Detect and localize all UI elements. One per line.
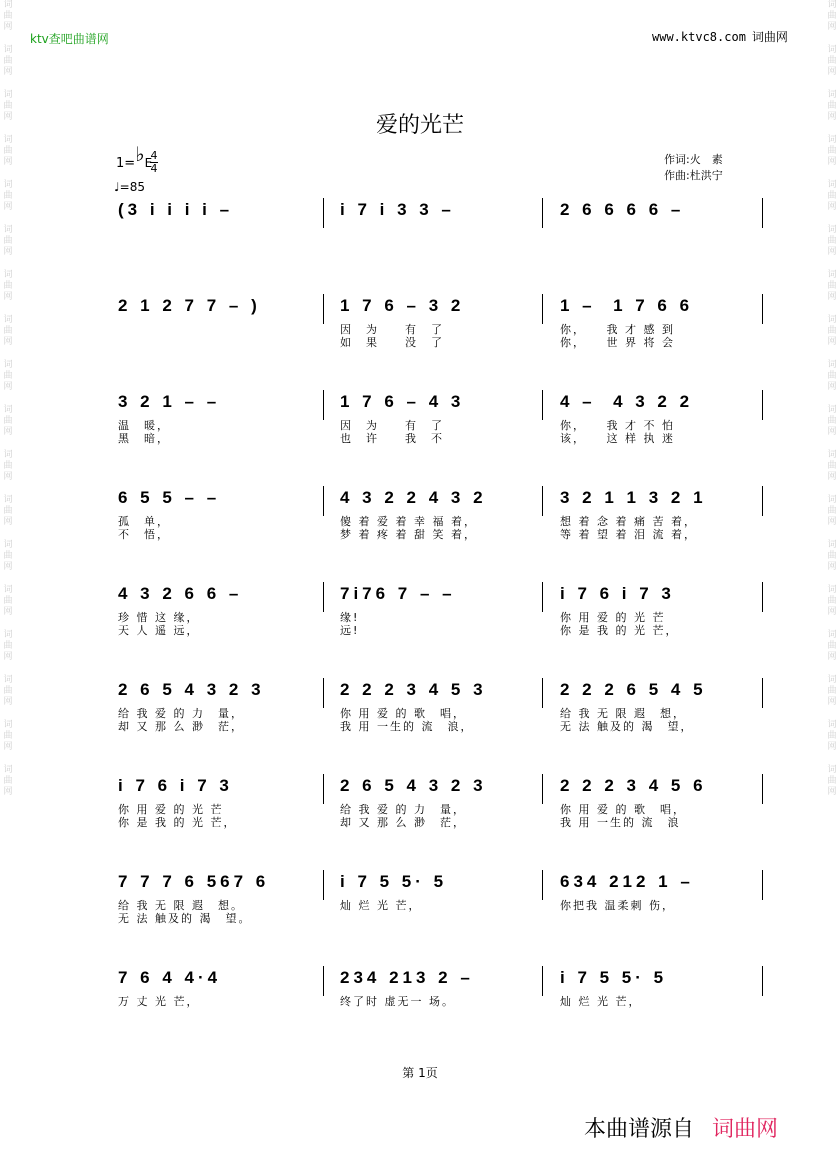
- song-title: 爱的光芒: [375, 113, 464, 138]
- lyric-line-2: 天 人 遥 远，: [118, 624, 200, 637]
- measure-notes: 1 – 1 7 6 6: [560, 296, 694, 315]
- watermark-text: 词曲网: [827, 450, 837, 482]
- barline: [323, 774, 324, 804]
- composer: 作曲:杜洪宁: [664, 169, 723, 182]
- measure-notes: 3 2 1 – –: [118, 392, 221, 411]
- watermark-text: 词曲网: [3, 765, 13, 797]
- lyric-line-1: 想 着 念 着 痛 苦 着，: [560, 515, 697, 528]
- measure-notes: 234 213 2 –: [340, 968, 474, 987]
- barline: [323, 294, 324, 324]
- watermark-text: 词曲网: [827, 315, 837, 347]
- lyric-line-1: 你 用 爱 的 歌 唱，: [340, 707, 466, 720]
- watermark-text: 词曲网: [827, 180, 837, 212]
- barline: [542, 294, 543, 324]
- lyric-line-2: 却 又 那 么 渺 茫，: [340, 816, 466, 829]
- measure-notes: i 7 5 5· 5: [340, 872, 448, 891]
- watermark-text: 词曲网: [3, 585, 13, 617]
- watermark-text: 词曲网: [827, 405, 837, 437]
- watermark-text: 词曲网: [3, 540, 13, 572]
- lyric-line-1: 温 暖，: [118, 419, 170, 432]
- watermark-text: 词曲网: [3, 360, 13, 392]
- watermark-text: 词曲网: [3, 720, 13, 752]
- watermark-text: 词曲网: [3, 450, 13, 482]
- measure-notes: 4 3 2 6 6 –: [118, 584, 243, 603]
- lyric-line-2: 无 法 触及的 渴 望，: [560, 720, 694, 733]
- watermark-text: 词曲网: [3, 630, 13, 662]
- lyric-line-2: 等 着 望 着 泪 流 着，: [560, 528, 697, 541]
- lyric-line-2: 我 用 一生的 流 浪，: [340, 720, 474, 733]
- lyric-line-1: 终了时 虚无一 场。: [340, 995, 455, 1008]
- watermark-text: 词曲网: [827, 540, 837, 572]
- key-note: E: [144, 156, 153, 170]
- barline: [762, 774, 763, 804]
- barline: [542, 582, 543, 612]
- barline: [323, 486, 324, 516]
- lyric-line-2: 黑 暗，: [118, 432, 170, 445]
- time-top: 4: [150, 149, 158, 162]
- lyric-line-2: 你 是 我 的 光 芒，: [118, 816, 237, 829]
- barline: [323, 870, 324, 900]
- watermark-text: 词曲网: [3, 0, 13, 32]
- measure-notes: 2 6 5 4 3 2 3: [118, 680, 265, 699]
- barline: [323, 198, 324, 228]
- header-site-label: 词曲网: [751, 30, 788, 44]
- watermark-text: 词曲网: [827, 90, 837, 122]
- lyric-line-2: 我 用 一生的 流 浪: [560, 816, 681, 829]
- watermark-text: 词曲网: [827, 360, 837, 392]
- lyric-line-2: 远!: [340, 624, 360, 637]
- measure-notes: 1 7 6 – 3 2: [340, 296, 465, 315]
- measure-notes: 2 2 2 3 4 5 3: [340, 680, 487, 699]
- measure-notes: i 7 5 5· 5: [560, 968, 668, 987]
- barline: [762, 678, 763, 708]
- barline: [323, 678, 324, 708]
- lyric-line-2: 你 是 我 的 光 芒，: [560, 624, 679, 637]
- key-signature: [116, 142, 153, 172]
- watermark-text: 词曲网: [827, 0, 837, 32]
- key-label: 1=: [116, 156, 136, 171]
- barline: [323, 966, 324, 996]
- lyric-line-1: 因 为 有 了: [340, 419, 444, 432]
- watermark-text: 词曲网: [827, 495, 837, 527]
- barline: [323, 390, 324, 420]
- lyric-line-2: 你， 世 界 将 会: [560, 336, 675, 349]
- lyric-line-1: 珍 惜 这 缘，: [118, 611, 200, 624]
- lyric-line-1: 缘!: [340, 611, 360, 624]
- barline: [762, 582, 763, 612]
- measure-notes: 634 212 1 –: [560, 872, 694, 891]
- watermark-text: 词曲网: [3, 675, 13, 707]
- lyric-line-1: 孤 单，: [118, 515, 170, 528]
- barline: [542, 966, 543, 996]
- lyric-line-1: 你 用 爱 的 光 芒: [560, 611, 666, 624]
- measure-notes: 2 2 2 6 5 4 5: [560, 680, 707, 699]
- lyricist: 作词:火 素: [664, 153, 723, 166]
- time-bottom: 4: [150, 162, 158, 175]
- measure-notes: 2 2 2 3 4 5 6: [560, 776, 707, 795]
- barline: [762, 966, 763, 996]
- measure-notes: 7 7 7 6 567 6: [118, 872, 270, 891]
- lyric-line-1: 给 我 无 限 遐 想，: [560, 707, 686, 720]
- measure-notes: i 7 6 i 7 3: [118, 776, 233, 795]
- watermark-text: 词曲网: [827, 45, 837, 77]
- barline: [542, 198, 543, 228]
- measure-notes: 6 5 5 – –: [118, 488, 221, 507]
- left-watermark-strip: [2, 0, 14, 1169]
- barline: [542, 774, 543, 804]
- lyric-line-1: 万 丈 光 芒，: [118, 995, 200, 1008]
- lyric-line-1: 给 我 爱 的 力 量，: [340, 803, 466, 816]
- lyric-line-1: 你把我 温柔刺 伤，: [560, 899, 675, 912]
- measure-notes: i 7 6 i 7 3: [560, 584, 675, 603]
- lyric-line-2: 不 悟，: [118, 528, 170, 541]
- measure-notes: 1 7 6 – 4 3: [340, 392, 465, 411]
- lyric-line-1: 给 我 无 限 遐 想。: [118, 899, 244, 912]
- measure-notes: 2 1 2 7 7 – ): [118, 296, 261, 315]
- source-prefix: 本曲谱源自: [584, 1117, 695, 1142]
- barline: [762, 486, 763, 516]
- measure-notes: 7i76 7 – –: [340, 584, 456, 603]
- lyric-line-1: 灿 烂 光 芒，: [340, 899, 422, 912]
- header-site-name: ktv查吧曲谱网: [30, 32, 109, 46]
- watermark-text: 词曲网: [3, 90, 13, 122]
- flat-icon: ♭: [135, 142, 145, 166]
- barline: [762, 390, 763, 420]
- watermark-text: 词曲网: [827, 675, 837, 707]
- lyric-line-2: 梦 着 疼 着 甜 笑 着，: [340, 528, 477, 541]
- watermark-text: 词曲网: [827, 630, 837, 662]
- barline: [542, 870, 543, 900]
- lyric-line-1: 傻 着 爱 着 幸 福 着，: [340, 515, 477, 528]
- measure-notes: 2 6 6 6 6 –: [560, 200, 685, 219]
- lyric-line-2: 无 法 触及的 渴 望。: [118, 912, 252, 925]
- watermark-text: 词曲网: [827, 585, 837, 617]
- time-signature: [150, 150, 158, 175]
- watermark-text: 词曲网: [827, 270, 837, 302]
- lyric-line-1: 你 用 爱 的 歌 唱，: [560, 803, 686, 816]
- barline: [542, 678, 543, 708]
- lyric-line-2: 如 果 没 了: [340, 336, 444, 349]
- header-domain: www.ktvc8.com: [652, 30, 746, 44]
- watermark-text: 词曲网: [3, 225, 13, 257]
- watermark-text: 词曲网: [827, 225, 837, 257]
- barline: [762, 870, 763, 900]
- measure-notes: i 7 i 3 3 –: [340, 200, 455, 219]
- lyric-line-2: 该， 这 样 执 迷: [560, 432, 675, 445]
- lyric-line-2: 也 许 我 不: [340, 432, 444, 445]
- lyric-line-1: 你， 我 才 不 怕: [560, 419, 675, 432]
- measure-notes: 7 6 4 4·4: [118, 968, 222, 987]
- right-watermark-strip: [826, 0, 838, 1169]
- measure-notes: (3 i i i i –: [118, 200, 234, 219]
- lyric-line-1: 你 用 爱 的 光 芒: [118, 803, 224, 816]
- watermark-text: 词曲网: [3, 45, 13, 77]
- header-right: [652, 28, 788, 45]
- measure-notes: 4 3 2 2 4 3 2: [340, 488, 487, 507]
- measure-notes: 4 – 4 3 2 2: [560, 392, 694, 411]
- measure-notes: 2 6 5 4 3 2 3: [340, 776, 487, 795]
- barline: [323, 582, 324, 612]
- watermark-text: 词曲网: [3, 270, 13, 302]
- watermark-text: 词曲网: [3, 405, 13, 437]
- watermark-text: 词曲网: [3, 180, 13, 212]
- tempo-marking: ♩=85: [114, 180, 145, 194]
- watermark-text: 词曲网: [3, 315, 13, 347]
- credits: [664, 152, 723, 184]
- watermark-text: 词曲网: [3, 495, 13, 527]
- lyric-line-1: 灿 烂 光 芒，: [560, 995, 642, 1008]
- barline: [762, 294, 763, 324]
- barline: [762, 198, 763, 228]
- measure-notes: 3 2 1 1 3 2 1: [560, 488, 707, 507]
- source-credit: [584, 1112, 778, 1143]
- lyric-line-2: 却 又 那 么 渺 茫，: [118, 720, 244, 733]
- watermark-text: 词曲网: [3, 135, 13, 167]
- watermark-text: 词曲网: [827, 765, 837, 797]
- lyric-line-1: 因 为 有 了: [340, 323, 444, 336]
- watermark-text: 词曲网: [827, 135, 837, 167]
- lyric-line-1: 你， 我 才 感 到: [560, 323, 675, 336]
- watermark-text: 词曲网: [827, 720, 837, 752]
- source-brand: 词曲网: [712, 1117, 779, 1142]
- barline: [542, 390, 543, 420]
- page-number: 第 1页: [402, 1066, 438, 1080]
- lyric-line-1: 给 我 爱 的 力 量，: [118, 707, 244, 720]
- barline: [542, 486, 543, 516]
